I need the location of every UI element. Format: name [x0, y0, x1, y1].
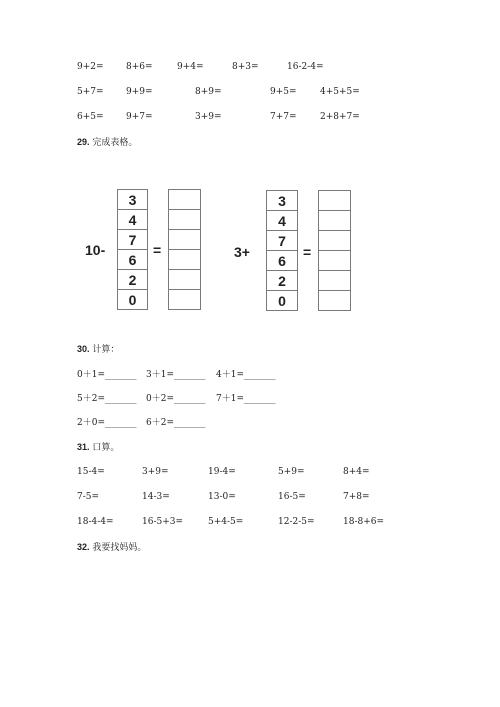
exercise: 18-4-4=	[77, 517, 114, 527]
exercise: 2+8+7=	[320, 112, 360, 122]
exercise: 4+5+5=	[320, 87, 360, 97]
answer-cell[interactable]	[319, 191, 350, 211]
fill-exercise: 4＋1=_______	[216, 370, 276, 380]
exercise: 9+2=	[77, 62, 104, 72]
exercise: 3+9=	[195, 112, 222, 122]
question-29-heading	[77, 138, 137, 148]
number-column	[266, 190, 298, 311]
exercise: 9+4=	[177, 62, 204, 72]
fill-exercise: 0＋2=_______	[146, 394, 206, 404]
exercise: 8+9=	[195, 87, 222, 97]
exercise: 6+5=	[77, 112, 104, 122]
answer-cell[interactable]	[169, 190, 200, 210]
table-prefix: 3+	[234, 244, 250, 260]
exercise: 7+7=	[270, 112, 297, 122]
answer-cell[interactable]	[169, 210, 200, 230]
question-title: 计算：	[92, 345, 120, 355]
number-cell: 3	[118, 190, 147, 210]
exercise: 7+8=	[343, 492, 370, 502]
question-30-heading	[77, 345, 119, 355]
question-number: 29.	[77, 137, 90, 147]
fill-exercise: 2＋0=_______	[77, 418, 137, 428]
exercise: 8+3=	[232, 62, 259, 72]
exercise: 5+4-5=	[208, 517, 244, 527]
exercise: 19-4=	[208, 467, 236, 477]
question-number: 30.	[77, 344, 90, 354]
exercise: 16-5=	[278, 492, 306, 502]
answer-cell[interactable]	[169, 230, 200, 250]
question-title: 完成表格。	[92, 138, 138, 148]
answer-cell[interactable]	[319, 271, 350, 291]
exercise: 9+7=	[126, 112, 153, 122]
exercise: 8+6=	[126, 62, 153, 72]
number-cell: 7	[118, 230, 147, 250]
number-column	[117, 189, 148, 310]
number-cell: 2	[118, 270, 147, 290]
exercise: 5+9=	[278, 467, 305, 477]
number-cell: 3	[267, 191, 297, 211]
answer-cell[interactable]	[319, 211, 350, 231]
question-title: 我要找妈妈。	[92, 543, 147, 553]
fill-exercise: 6＋2=_______	[146, 418, 206, 428]
fill-exercise: 7＋1=_______	[216, 394, 276, 404]
question-31-heading	[77, 443, 119, 453]
fill-exercise: 3＋1=_______	[146, 370, 206, 380]
number-cell: 4	[267, 211, 297, 231]
number-cell: 0	[128, 292, 137, 308]
exercise: 12-2-5=	[278, 517, 315, 527]
number-cell: 6	[118, 250, 147, 270]
answer-cell[interactable]	[169, 250, 200, 270]
exercise: 9+9=	[126, 87, 153, 97]
exercise: 14-3=	[142, 492, 170, 502]
exercise: 8+4=	[343, 467, 370, 477]
exercise: 3+9=	[142, 467, 169, 477]
exercise: 9+5=	[270, 87, 297, 97]
question-number: 32.	[77, 542, 90, 552]
answer-cell[interactable]	[319, 231, 350, 251]
answer-cell[interactable]	[169, 290, 200, 310]
question-32-heading	[77, 543, 146, 553]
answer-column	[168, 189, 201, 310]
number-cell: 0	[278, 293, 286, 309]
exercise: 16-2-4=	[287, 62, 324, 72]
fill-exercise: 0＋1=_______	[77, 370, 137, 380]
number-cell: 6	[267, 251, 297, 271]
number-cell: 4	[118, 210, 147, 230]
equals-sign: =	[303, 244, 312, 260]
number-cell: 2	[267, 271, 297, 291]
table-prefix: 10-	[85, 242, 106, 258]
answer-cell[interactable]	[319, 291, 350, 311]
question-number: 31.	[77, 442, 90, 452]
exercise: 16-5+3=	[142, 517, 184, 527]
exercise: 7-5=	[77, 492, 100, 502]
answer-column	[318, 190, 351, 311]
question-title: 口算。	[92, 443, 120, 453]
exercise: 5+7=	[77, 87, 104, 97]
equals-sign: =	[153, 242, 162, 258]
exercise: 18-8+6=	[343, 517, 385, 527]
answer-cell[interactable]	[319, 251, 350, 271]
fill-exercise: 5＋2=_______	[77, 394, 137, 404]
exercise: 15-4=	[77, 467, 105, 477]
answer-cell[interactable]	[169, 270, 200, 290]
exercise: 13-0=	[208, 492, 236, 502]
number-cell: 7	[267, 231, 297, 251]
